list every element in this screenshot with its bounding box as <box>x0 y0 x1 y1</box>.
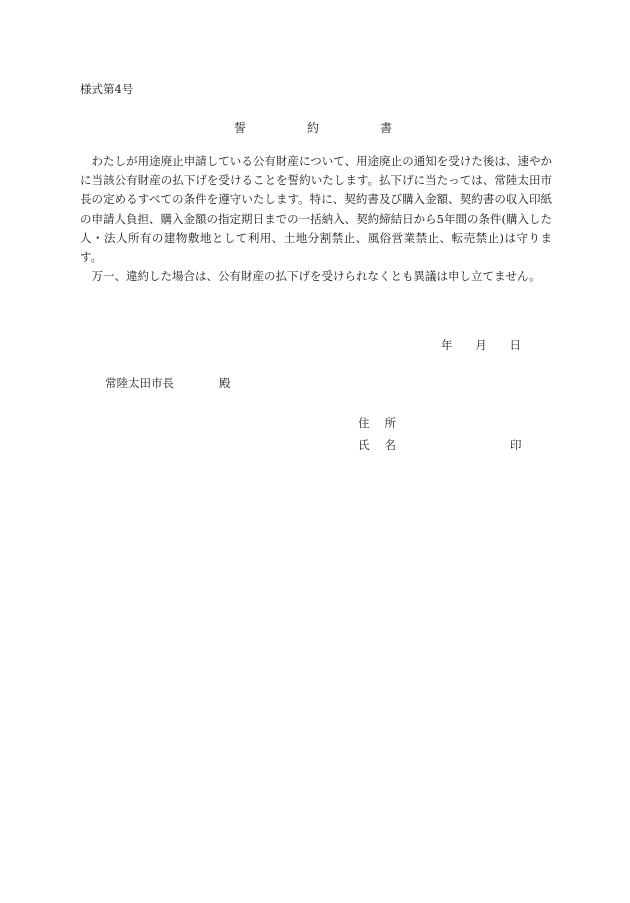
document-title <box>234 119 392 136</box>
addressee-name: 常陸太田市長 <box>105 376 174 390</box>
pledge-paragraph-main: わたしが用途廃止申請している公有財産について、用途廃止の通知を受けた後は、速やかに当該公有財産の払下げを受けることを誓約いたします。払下げに当たっては、常陸太田市長の定めるすべての条件を遵守いたします。特に、契約書及び購入金額、契約書の収入印紙の申請人負担、購入金額の指定期日までの一括納入、契約締結日から5年間の条件(購入した人・法人所有の建物敷地として利用、土地分割禁止、風俗営業禁止、転売禁止)は守ります。 <box>80 154 552 265</box>
title-char-2: 約 <box>306 121 319 135</box>
pledge-body <box>80 152 552 286</box>
form-number: 様式第4号 <box>80 82 134 96</box>
address-label <box>358 415 396 431</box>
name-label-char-2: 名 <box>384 438 396 452</box>
name-label-char-1: 氏 <box>358 438 370 452</box>
name-label <box>358 437 396 453</box>
pledge-paragraph-breach: 万一、違約した場合は、公有財産の払下げを受けられなくとも異議は申し立てません。 <box>91 269 541 284</box>
seal-mark: 印 <box>510 438 522 452</box>
date-day: 日 <box>509 338 521 352</box>
date-month: 月 <box>475 338 487 352</box>
address-label-char-2: 所 <box>384 416 396 430</box>
addressee-honorific: 殿 <box>219 376 231 390</box>
address-label-char-1: 住 <box>358 416 370 430</box>
date-year: 年 <box>441 338 453 352</box>
title-char-3: 書 <box>379 121 392 135</box>
title-char-1: 誓 <box>234 121 247 135</box>
date-line <box>441 337 521 353</box>
